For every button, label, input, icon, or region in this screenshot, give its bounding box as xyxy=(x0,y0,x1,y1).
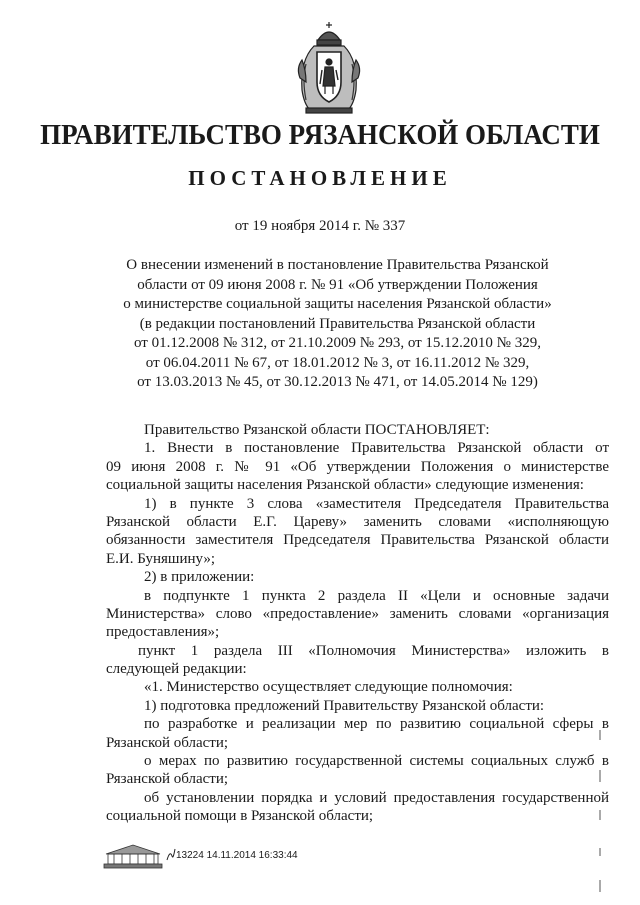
body-line: Е.И. Буняшину»; xyxy=(106,550,216,567)
document-date-number: от 19 ноября 2014 г. № 337 xyxy=(234,218,406,234)
body-line: социальной защиты населения Рязанской области» следующие изменения: xyxy=(106,477,584,494)
registration-footer xyxy=(102,842,362,872)
subject-line: от 13.03.2013 № 45, от 30.12.2013 № 471, от 14.05.2014 № 129) xyxy=(137,374,538,390)
document-body xyxy=(106,421,609,826)
ryazan-coat-of-arms-icon xyxy=(294,20,364,116)
body-line: Правительство Рязанской области ПОСТАНОВЛЯЕТ: xyxy=(144,422,490,438)
body-line: 1) в пункте 3 слова «заместителя Председателя Правительства xyxy=(144,495,609,512)
body-line: Рязанской области Е.Г. Цареву» заменить словами «исполняющую xyxy=(106,513,609,530)
body-line: пункт 1 раздела III «Полномочия Министерства» изложить в xyxy=(138,642,609,659)
body-line: о мерах по развитию государственной системы социальных служб в xyxy=(144,753,609,770)
body-line: «1. Министерство осуществляет следующие полномочия: xyxy=(144,679,513,696)
subject-line: области от 09 июня 2008 г. № 91 «Об утверждении Положения xyxy=(137,276,538,293)
subject-line: О внесении изменений в постановление Правительства Рязанской xyxy=(126,257,549,273)
body-line: 1. Внести в постановление Правительства Рязанской области от xyxy=(144,440,609,457)
body-line: предоставления»; xyxy=(106,624,220,641)
body-line: Рязанской области; xyxy=(106,771,229,788)
subject-line: от 06.04.2011 № 67, от 18.01.2012 № 3, от 16.11.2012 № 329, xyxy=(145,354,530,371)
document-type: ПОСТАНОВЛЕНИЕ xyxy=(188,166,452,190)
body-line: 2) в приложении: xyxy=(144,569,255,586)
body-line: социальной помощи в Рязанской области; xyxy=(106,808,374,825)
government-title: ПРАВИТЕЛЬСТВО РЯЗАНСКОЙ ОБЛАСТИ xyxy=(40,119,600,151)
document-subject xyxy=(110,256,565,393)
body-line: следующей редакции: xyxy=(106,661,247,678)
subject-line: (в редакции постановлений Правительства Рязанской области xyxy=(139,315,536,332)
building-stamp-icon xyxy=(102,842,164,870)
body-line: об установлении порядка и условий предоставления государственной xyxy=(144,789,609,806)
scan-artifact-icon xyxy=(590,730,610,900)
body-line: обязанности заместителя Председателя Правительства Рязанской области xyxy=(106,532,609,549)
registration-number: 13224 14.11.2014 16:33:44 xyxy=(176,850,298,861)
subject-line: о министерстве социальной защиты населения Рязанской области» xyxy=(123,296,552,312)
body-line: по разработке и реализации мер по развитию социальной сферы в xyxy=(144,716,609,733)
signature-mark-icon xyxy=(166,848,176,862)
body-line: Рязанской области; xyxy=(106,734,229,751)
body-line: 1) подготовка предложений Правительству Рязанской области: xyxy=(144,697,545,714)
body-line: 09 июня 2008 г. № 91 «Об утверждении Положения о министерстве xyxy=(106,458,609,475)
subject-line: от 01.12.2008 № 312, от 21.10.2009 № 293, от 15.12.2010 № 329, xyxy=(133,335,541,351)
body-line: Министерства» слово «предоставление» заменить словами «организация xyxy=(106,605,609,622)
body-line: в подпункте 1 пункта 2 раздела II «Цели и основные задачи xyxy=(144,587,609,604)
